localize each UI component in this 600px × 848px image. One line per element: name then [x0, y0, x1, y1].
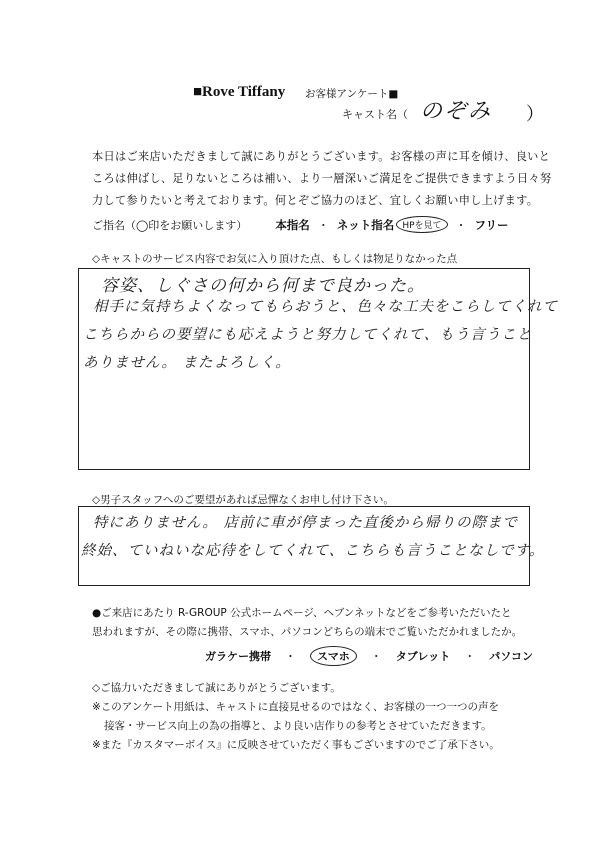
option-hp-circled[interactable]: HPを見て — [396, 216, 447, 233]
handwritten-answer-line: 容姿、しぐさの何から何まで良かった。 — [101, 276, 425, 296]
store-title: ■Rove Tiffany — [193, 84, 286, 100]
footer-line: ◇ご協力いただきまして誠にありがとうございます。 — [92, 682, 341, 694]
cast-name-label: キャスト名（ — [342, 108, 408, 121]
cast-name-handwritten: のぞみ — [420, 99, 493, 124]
option-pc[interactable]: パソコン — [489, 650, 534, 663]
separator-dot: ・ — [285, 650, 296, 663]
handwritten-answer-line: こちらからの要望にも応えようと努力してくれて、もう言うこと — [83, 327, 533, 343]
device-options-row — [205, 646, 533, 666]
intro-line: ころは伸ばし、足りないところは補い、より一層深いご満足をご提供できますよう日々努 — [92, 172, 552, 185]
question-device — [92, 604, 572, 642]
handwritten-answer-line: 相手に気持ちよくなってもらおうと、色々な工夫をこらしてくれて — [93, 299, 558, 315]
question-staff-requests: ◇男子スタッフへのご要望があれば忌憚なくお申し付け下さい。 — [92, 494, 394, 506]
answer-box-cast-service[interactable] — [78, 268, 558, 470]
separator-dot: ・ — [455, 218, 467, 232]
footer-line: ※また『カスタマーボイス』に反映させていただく事もございますのでご了承下さい。 — [92, 739, 500, 751]
shimei-selection-row — [92, 216, 509, 233]
separator-dot: ・ — [464, 650, 476, 663]
question-device-line: ●ご来店にあたり R-GROUP 公式ホームページ、ヘブンネットなどをご参考いただいたと — [92, 607, 512, 619]
separator-dot: ・ — [317, 218, 329, 232]
handwritten-answer-line: 終始、ていねいな応待をしてくれて、こちらも言うことなしです。 — [81, 543, 545, 559]
handwritten-answer-line: 特にありません。 店前に車が停まった直後から帰りの際まで — [93, 515, 518, 531]
survey-subtitle: お客様アンケート■ — [305, 88, 399, 100]
footer-line: 接客・サービス向上の為の指導と、より良い店作りの参考とさせていただきます。 — [104, 720, 492, 732]
option-honshimei[interactable]: 本指名 — [275, 217, 310, 232]
cast-name-close-paren: ） — [526, 104, 544, 125]
handwritten-answer-line: ありません。 またよろしく。 — [83, 355, 291, 371]
intro-line: 力して参りたいと考えております。何とぞご協力のほど、宜しくお願い申し上げます。 — [92, 194, 539, 207]
option-garakei[interactable]: ガラケー携帯 — [205, 650, 271, 663]
option-smartphone-circled[interactable]: スマホ — [310, 646, 357, 666]
footer-notes — [92, 679, 572, 755]
option-tablet[interactable]: タブレット — [395, 650, 451, 663]
intro-line: 本日はご来店いただきまして誠にありがとうございます。お客様の声に耳を傾け、良いと — [92, 150, 551, 163]
answer-box-staff-requests[interactable] — [78, 506, 545, 586]
shimei-label: ご指名（◯印をお願いします） — [92, 218, 248, 232]
option-free[interactable]: フリー — [474, 217, 509, 232]
footer-line: ※このアンケート用紙は、キャストに直接見せるのではなく、お客様の一つ一つの声を — [92, 701, 499, 713]
intro-paragraph — [92, 146, 562, 212]
question-device-line: 思われますが、その際に携帯、スマホ、パソコンどちらの端末でご覧いただかれましたか。 — [92, 626, 523, 638]
option-net-shimei[interactable]: ネット指名 — [336, 217, 395, 232]
question-cast-service: ◇キャストのサービス内容でお気に入り頂けた点、もしくは物足りなかった点 — [92, 253, 458, 265]
separator-dot: ・ — [370, 650, 382, 663]
